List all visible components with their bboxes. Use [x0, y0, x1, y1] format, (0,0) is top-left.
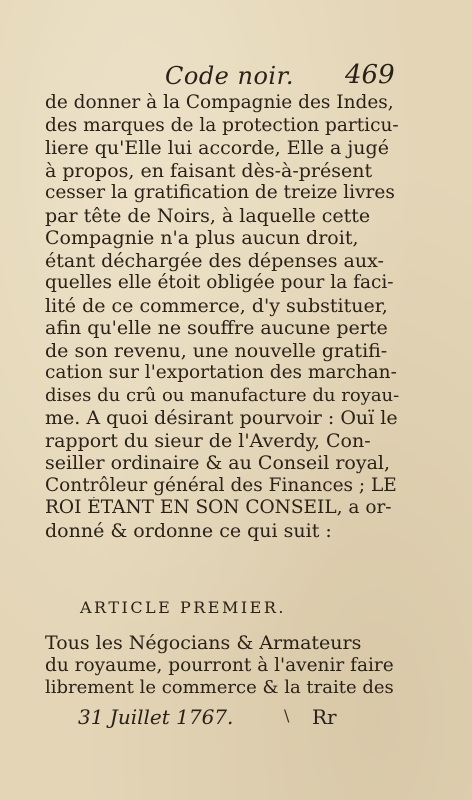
text-line: ROI ÉTANT EN SON CONSEIL, a or-: [45, 497, 392, 518]
text-line: de son revenu, une nouvelle gratifi-: [45, 339, 388, 362]
page-footer: [0, 705, 472, 735]
footer-date: 31 Juillet 1767.: [78, 705, 234, 729]
text-line: de donner à la Compagnie des Indes,: [45, 92, 394, 113]
text-line: rapport du sieur de l'Averdy, Con-: [45, 429, 371, 452]
text-line: par tête de Noirs, à laquelle cette: [45, 204, 371, 227]
text-line: seiller ordinaire & au Conseil royal,: [45, 452, 391, 474]
page-number: 469: [345, 60, 395, 90]
text-line: étant déchargée des dépenses aux-: [45, 249, 384, 272]
text-line: du royaume, pourront à l'avenir faire: [45, 654, 394, 676]
article-heading: ARTICLE PREMIER.: [80, 598, 286, 617]
text-line: Tous les Négocians & Armateurs: [45, 632, 362, 654]
text-line: dises du crû ou manufacture du royau-: [45, 384, 400, 406]
ink-mark: \: [284, 706, 290, 725]
text-line: cation sur l'exportation des marchan-: [45, 362, 397, 383]
text-line: des marques de la protection particu-: [45, 114, 399, 136]
text-line: liere qu'Elle lui accorde, Elle a jugé: [45, 137, 389, 159]
text-line: Contrôleur général des Finances ; LE: [45, 474, 397, 496]
signature-mark: Rr: [312, 705, 337, 729]
text-line: cesser la gratification de treize livres: [45, 182, 395, 203]
text-line: lité de ce commerce, d'y substituer,: [45, 294, 388, 317]
article-paragraph: [45, 632, 400, 700]
text-line: Compagnie n'a plus aucun droit,: [45, 227, 359, 249]
text-line: afin qu'elle ne souffre aucune perte: [45, 317, 388, 339]
text-line: donné & ordonne ce qui suit :: [45, 519, 332, 542]
page-header: [0, 62, 472, 92]
running-title: Code noir.: [165, 62, 295, 90]
text-line: me. A quoi désirant pourvoir : Ouï le: [45, 407, 398, 429]
body-paragraph: [45, 92, 400, 542]
text-line: quelles elle étoit obligée pour la faci-: [45, 272, 394, 293]
text-line: à propos, en faisant dès-à-présent: [45, 159, 373, 182]
text-line: librement le commerce & la traite des: [45, 677, 394, 698]
